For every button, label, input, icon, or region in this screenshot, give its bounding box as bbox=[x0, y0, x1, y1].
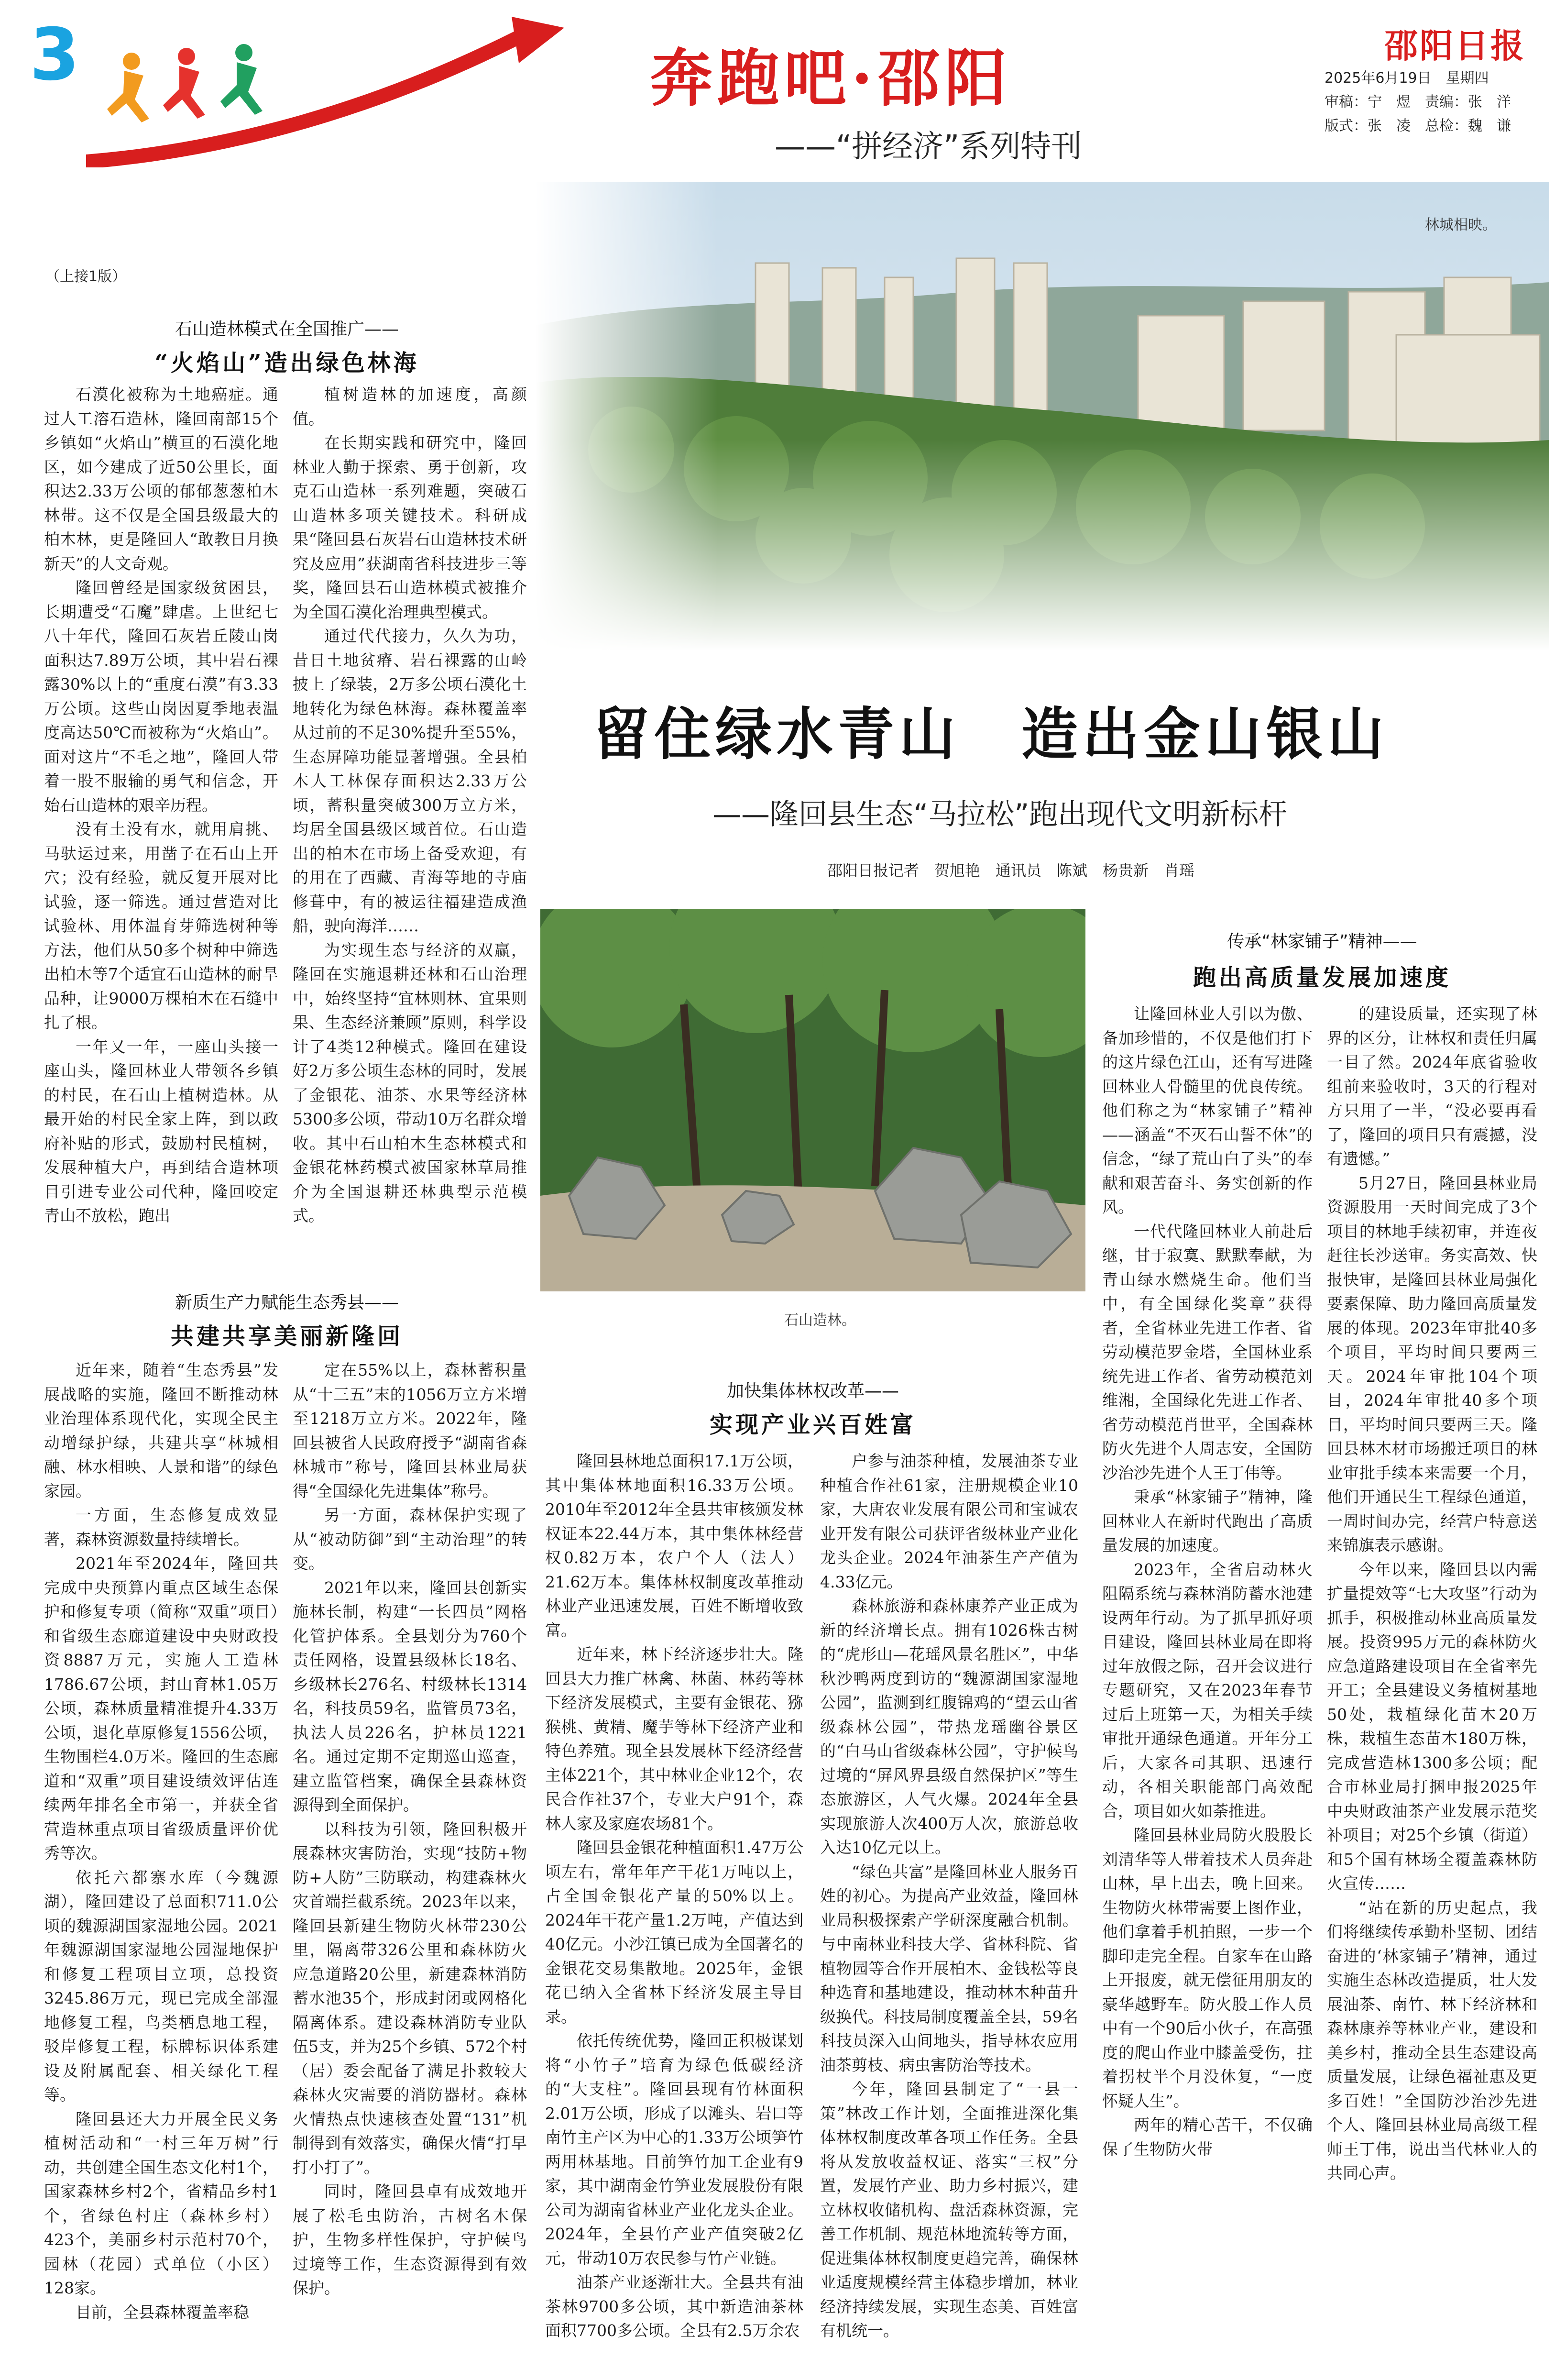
section2-column-2: 定在55%以上，森林蓄积量从“十三五”末的1056万立方米增至1218万立方米。2022年，隆回县被省人民政府授予“湖南省森林城市”称号，隆回县林业局获得“全国绿化先进集体”称号。 另一方面，森林保护实现了从“被动防御”到“主动治理”的转变。 2021年以来，隆回县创新实施林长制，构建“一长四员”网格化管护体系。全县划分为760个责任网格，设置县级林长18名、乡级林长276名、村级林长1314名，科技员59名，监管员73名，执法人员226名，护林员1221名。通过定期不定期巡山巡查，建立监管档案，确保全县森林资源得到全面保护。 以科技为引领，隆回积极开展森林灾害防治，实现“技防+物防+人防”三防联动，构建森林火灾首端拦截系统。2023年以来，隆回县新建生物防火林带230公里，隔离带326公里和森林防火应急道路20公里，新建森林消防蓄水池35个，形成封闭或网格化隔离体系。建设森林消防专业队伍5支，并为25个乡镇、572个村（居）委会配备了满足扑救较大森林火灾需要的消防器材。森林火情热点快速核查处置“131”机制得到有效落实，确保火情“打早打小打了”。 同时，隆回县卓有成效地开展了松毛虫防治，古树名木保护，生物多样性保护，守护候鸟过境等工作，生态资源得到有效保护。 bbox=[293, 1361, 527, 2297]
section4-kicker: 传承“林家铺子”精神—— bbox=[1227, 932, 1417, 951]
section2-column-1: 近年来，随着“生态秀县”发展战略的实施，隆回不断推动林业治理体系现代化，实现全民主动增绿护绿，共建共享“林城相融、林水相映、人景和谐”的绿色家园。 一方面，生态修复成效显著，森林资源数量持续增长。 2021年至2024年，隆回共完成中央预算内重点区域生态保护和修复专项（简称“双重”项目）和省级生态廊道建设中央财政投资8887万元，实施人工造林1786.67公顷，封山育林1.05万公顷，森林质量精准提升4.33万公顷，退化草原修复1556公顷，生物围栏4.0万米。隆回的生态廊道和“双重”项目建设绩效评估连续两年排名全市第一，并获全省营造林重点项目省级质量评价优秀等次。 依托六都寨水库（今魏源湖），隆回建设了总面积711.0公顷的魏源湖国家湿地公园。2021年魏源湖国家湿地公园湿地保护和修复工程项目立项，总投资3245.86万元，现已完成全部湿地修复工程，鸟类栖息地工程，驳岸修复工程，标牌标识体系建设及附属配套、相关绿化工程等。 隆回县还大力开展全民义务植树活动和“一村三年万树”行动，共创建全国生态文化村1个，国家森林乡村2个，省精品乡村1个，省绿色村庄（森林乡村）423个，美丽乡村示范村70个，园林（花园）式单位（小区）128家。 目前，全县森林覆盖率稳 bbox=[44, 1361, 278, 2322]
editors-line-1: 审稿：宁 煜 责编：张 洋 bbox=[1325, 94, 1511, 110]
city-forest-photo bbox=[536, 182, 1549, 650]
section3-kicker: 加快集体林权改革—— bbox=[726, 1381, 899, 1401]
page-number: 3 bbox=[30, 13, 80, 97]
issue-date: 2025年6月19日 星期四 bbox=[1325, 70, 1489, 87]
section1-title: “火焰山”造出绿色林海 bbox=[154, 350, 419, 376]
section1-column-1: 石漠化被称为土地癌症。通过人工溶石造林，隆回南部15个乡镇如“火焰山”横亘的石漠化地区，如今建成了近50公里长，面积达2.33万公顷的郁郁葱葱柏木林带。这不仅是全国县级最大的柏木林，更是隆回人“敢教日月换新天”的人文奇观。 隆回曾经是国家级贫困县，长期遭受“石魔”肆虐。上世纪七八十年代，隆回石灰岩丘陵山岗面积达7.89万公顷，其中岩石裸露30%以上的“重度石漠”有3.33万公顷。这些山岗因夏季地表温度高达50℃而被称为“火焰山”。面对这片“不毛之地”，隆回人带着一股不服输的勇气和信念，开始石山造林的艰辛历程。 没有土没有水，就用肩挑、马驮运过来，用凿子在石山上开穴；没有经验，就反复开展对比试验，逐一筛选。通过营造对比试验林、用体温育芽筛选树种等方法，他们从50多个树种中筛选出柏木等7个适宜石山造林的耐旱品种，让9000万棵柏木在石缝中扎了根。 一年又一年，一座山头接一座山头，隆回林业人带领各乡镇的村民，在石山上植树造林。从最开始的村民全家上阵，到以政府补贴的形式，鼓励村民植树，发展种植大户，再到结合造林项目引进专业公司代种，隆回咬定青山不放松，跑出 bbox=[44, 385, 278, 1225]
main-headline: 留住绿水青山 造出金山银山 bbox=[593, 701, 1389, 767]
section4-title: 跑出高质量发展加速度 bbox=[1193, 964, 1451, 991]
section3-title: 实现产业兴百姓富 bbox=[709, 1411, 916, 1438]
top-photo-caption: 林城相映。 bbox=[1425, 217, 1497, 233]
editors-line-2: 版式：张 凌 总检：魏 谦 bbox=[1325, 118, 1511, 134]
stone-forest-photo bbox=[540, 909, 1085, 1291]
middle-photo-caption: 石山造林。 bbox=[784, 1312, 856, 1329]
section3-column-2: 户参与油茶种植，发展油茶专业种植合作社61家，注册规模企业10家，大唐农业发展有限公司和宝诚农业开发有限公司获评省级林业产业化龙头企业。2024年油茶生产产值为4.33亿元。 森林旅游和森林康养产业正成为新的经济增长点。拥有1026株古树的“虎形山—花瑶风景名胜区”，中华秋沙鸭两度到访的“魏源湖国家湿地公园”，监测到红腹锦鸡的“望云山省级森林公园”，带热龙瑶幽谷景区的“白马山省级森林公园”，守护候鸟过境的“屏风界县级自然保护区”等生态旅游区，人气火爆。2024年全县实现旅游人次400万人次，旅游总收入达10亿元以上。 “绿色共富”是隆回林业人服务百姓的初心。为提高产业效益，隆回林业局积极探索产学研深度融合机制。与中南林业科技大学、省林科院、省植物园等合作开展柏木、金钱松等良种选育和基地建设，推动林木种苗升级换代。科技局制度覆盖全县，59名科技员深入山间地头，指导林农应用油茶剪枝、病虫害防治等技术。 今年，隆回县制定了“一县一策”林改工作计划，全面推进深化集体林权制度改革各项工作任务。全县将从发放收益权证、落实“三权”分置，发展竹产业、助力乡村振兴，建立林权收储机构、盘活森林资源，完善工作机制、规范林地流转等方面，促进集体林权制度更趋完善，确保林业适度规模经营主体稳步增加，林业经济持续发展，实现生态美、百姓富有机统一。 bbox=[820, 1452, 1078, 2340]
newspaper-name: 邵阳日报 bbox=[1384, 26, 1526, 66]
masthead-title: 奔跑吧·邵阳 bbox=[650, 42, 1012, 115]
continued-note: （上接1版） bbox=[45, 268, 127, 285]
section3-column-1: 隆回县林地总面积17.1万公顷，其中集体林地面积16.33万公顷。2010年至2012年全县共审核颁发林权证本22.44万本，其中集体林经营权0.82万本，农户个人（法人）21.62万本。集体林权制度改革推动林业产业迅速发展，百姓不断增收致富。 近年来，林下经济逐步壮大。隆回县大力推广林禽、林菌、林药等林下经济发展模式，主要有金银花、猕猴桃、黄精、魔芋等林下经济产业和特色养殖。现全县发展林下经济经营主体221个，其中林业企业12个，农民合作社37个，专业大户91个，森林人家及家庭农场81个。 隆回县金银花种植面积1.47万公顷左右，常年年产干花1万吨以上，占全国金银花产量的50%以上。2024年干花产量1.2万吨，产值达到40亿元。小沙江镇已成为全国著名的金银花交易集散地。2025年，金银花已纳入全省林下经济发展主导目录。 依托传统优势，隆回正积极谋划将“小竹子”培育为绿色低碳经济的“大支柱”。隆回县现有竹林面积2.01万公顷，形成了以滩头、岩口等南竹主产区为中心的1.33万公顷笋竹两用林基地。目前笋竹加工企业有9家，其中湖南金竹笋业发展股份有限公司为湖南省林业产业化龙头企业。2024年，全县竹产业产值突破2亿元，带动10万农民参与竹产业链。 油茶产业逐渐壮大。全县共有油茶林9700多公顷，其中新造油茶林面积7700多公顷。全县有2.5万余农 bbox=[545, 1452, 803, 2340]
section4-column-2: 的建设质量，还实现了林界的区分，让林权和责任归属一目了然。2024年底省验收组前来验收时，3天的行程对方只用了一半，“没必要再看了，隆回的项目只有震撼，没有遗憾。” 5月27日，隆回县林业局资源股用一天时间完成了3个项目的林地手续初审，并连夜赶往长沙送审。务实高效、快报快审，是隆回县林业局强化要素保障、助力隆回高质量发展的体现。2023年审批40多个项目，平均时间只要两三天。2024年审批104个项目，2024年审批40多个项目，平均时间只要两三天。隆回县林木材市场搬迁项目的林业审批手续本来需要一个月，他们开通民生工程绿色通道，一周时间办完，经营户特意送来锦旗表示感谢。 今年以来，隆回县以内需扩量提效等“七大攻坚”行动为抓手，积极推动林业高质量发展。投资995万元的森林防火应急道路建设项目在全省率先开工；全县建设义务植树基地50处，栽植绿化苗木20万株，栽植生态苗木180万株，完成营造林1300多公顷；配合市林业局打捆申报2025年中央财政油茶产业发展示范奖补项目；对25个乡镇（街道）和5个国有林场全覆盖森林防火宣传…… “站在新的历史起点，我们将继续传承勤朴坚韧、团结奋进的‘林家铺子’精神，通过实施生态林改造提质，壮大发展油茶、南竹、林下经济林和森林康养等林业产业，建设和美乡村，推动全县生态建设高质量发展，让绿色福祉惠及更多百姓！”全国防沙治沙先进个人、隆回县林业局高级工程师王丁伟，说出当代林业人的共同心声。 bbox=[1327, 1004, 1537, 2182]
section1-kicker: 石山造林模式在全国推广—— bbox=[175, 320, 399, 339]
main-subheadline: ——隆回县生态“马拉松”跑出现代文明新标杆 bbox=[712, 798, 1288, 831]
runners-logo-icon bbox=[86, 10, 602, 167]
section1-column-2: 植树造林的加速度，高颜值。 在长期实践和研究中，隆回林业人勤于探索、勇于创新，攻克石山造林一系列难题，突破石山造林多项关键技术。科研成果“隆回县石灰岩石山造林技术研究及应用”获湖南省科技进步三等奖，隆回县石山造林模式被推介为全国石漠化治理典型模式。 通过代代接力，久久为功，昔日土地贫瘠、岩石裸露的山岭披上了绿装，2万多公顷石漠化土地转化为绿色林海。森林覆盖率从过前的不足30%提升至55%，生态屏障功能显著增强。全县柏木人工林保存面积达2.33万公顷，蓄积量突破300万立方米，均居全国县级区域首位。石山造出的柏木在市场上备受欢迎，有的用在了西藏、青海等地的寺庙修葺中，有的被运往福建造成渔船，驶向海洋…… 为实现生态与经济的双赢，隆回在实施退耕还林和石山治理中，始终坚持“宜林则林、宜果则果、生态经济兼顾”原则，科学设计了4类12种模式。隆回在建设好2万多公顷生态林的同时，发展了金银花、油茶、水果等经济林5300多公顷，带动10万名群众增收。其中石山柏木生态林模式和金银花林药模式被国家林草局推介为全国退耕还林典型示范模式。 bbox=[293, 385, 527, 1225]
section2-title: 共建共享美丽新隆回 bbox=[170, 1323, 403, 1350]
section4-column-1: 让隆回林业人引以为傲、备加珍惜的，不仅是他们打下的这片绿色江山，还有写进隆回林业人骨髓里的优良传统。他们称之为“林家铺子”精神——涵盖“不灭石山誓不休”的信念，“绿了荒山白了头”的奉献和艰苦奋斗、务实创新的作风。 一代代隆回林业人前赴后继，甘于寂寞、默默奉献，为青山绿水燃烧生命。他们当中，有全国绿化奖章”获得者，全省林业先进工作者、省劳动模范罗金塔，全国林业系统先进工作者、省劳动模范刘维湘，全国绿化先进工作者、省劳动模范肖世平，全国森林防火先进个人周志安，全国防沙治沙先进个人王丁伟等。 秉承“林家铺子”精神，隆回林业人在新时代跑出了高质量发展的加速度。 2023年，全省启动林火阻隔系统与森林消防蓄水池建设两年行动。为了抓早抓好项目建设，隆回县林业局在即将过年放假之际，召开会议进行专题研究，又在2023年春节过后上班第一天，为相关手续审批开通绿色通道。开年分工后，大家各司其职、迅速行动，各相关职能部门高效配合，项目如火如荼推进。 隆回县林业局防火股股长刘清华等人带着技术人员奔赴山林，早上出去，晚上回来。生物防火林带需要上图作业，他们拿着手机拍照，一步一个脚印走完全程。自家车在山路上开报废，就无偿征用朋友的豪华越野车。防火股工作人员中有一个90后小伙子，在高强度的爬山作业中膝盖受伤，拄着拐杖半个月没休复，“一度怀疑人生”。 两年的精心苦干，不仅确保了生物防火带 bbox=[1102, 1004, 1313, 2159]
section2-kicker: 新质生产力赋能生态秀县—— bbox=[175, 1293, 399, 1312]
series-subtitle: ——“拼经济”系列特刊 bbox=[775, 129, 1082, 165]
byline: 邵阳日报记者 贺旭艳 通讯员 陈斌 杨贵新 肖瑶 bbox=[827, 861, 1195, 880]
